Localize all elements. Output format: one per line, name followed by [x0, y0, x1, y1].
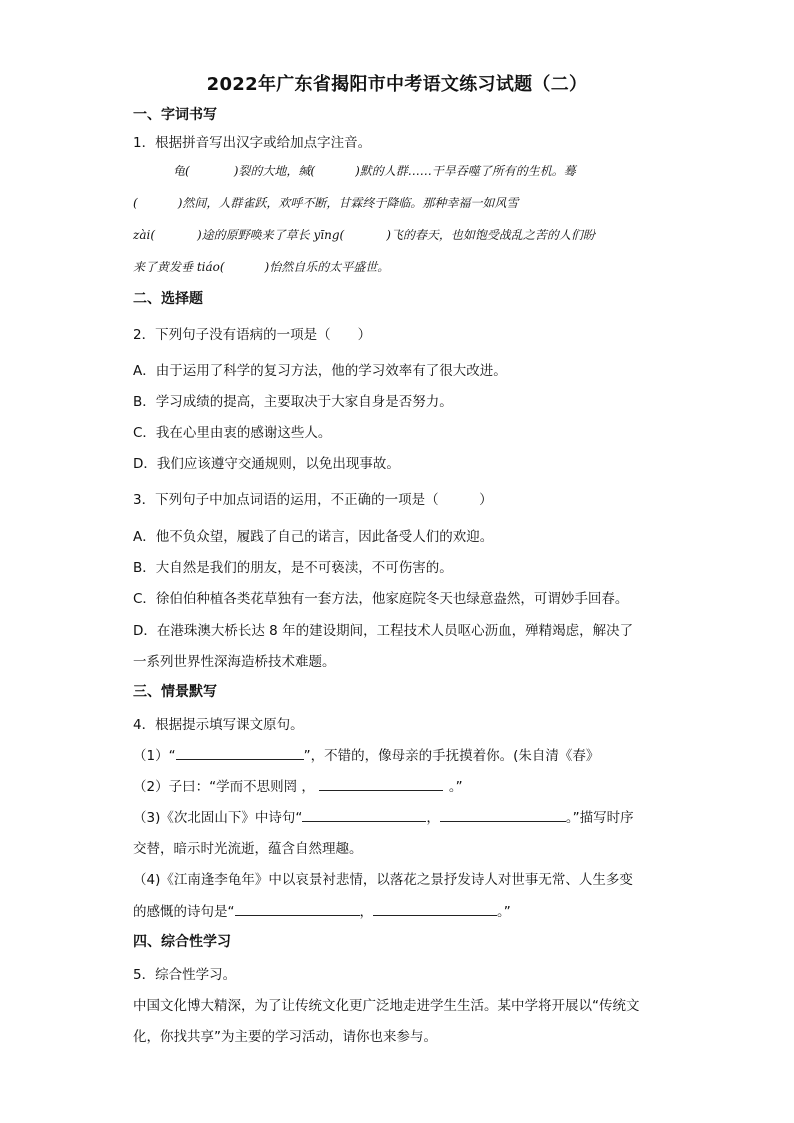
- q4-item-3-cont: 交替，暗示时光流逝，蕴含自然理趣。: [133, 841, 363, 857]
- q4-text: （1）“: [133, 748, 176, 764]
- answer-blank[interactable]: [176, 747, 304, 760]
- q3-option-d-line-1: D．在港珠澳大桥长达 8 年的建设期间，工程技术人员呕心沥血，殚精竭虑，解决了: [133, 623, 634, 639]
- q1-text: )怡然自乐的太平盛世。: [264, 260, 390, 274]
- q1-text: )默的人群……干旱吞噬了所有的生机。蓦: [355, 164, 576, 178]
- q4-text: 的感慨的诗句是“: [133, 904, 235, 920]
- q1-text: (: [133, 196, 138, 210]
- question-1-stem: 1．根据拼音写出汉字或给加点字注音。: [133, 135, 372, 151]
- q1-text: )飞的春天，也如饱受战乱之苦的人们盼: [386, 228, 595, 242]
- q3-option-c: C．徐伯伯种植各类花草独有一套方法，他家庭院冬天也绿意盎然，可谓妙手回春。: [133, 591, 629, 607]
- section-heading-2: 二、选择题: [133, 291, 203, 307]
- answer-blank[interactable]: [235, 903, 360, 916]
- answer-blank[interactable]: [440, 809, 566, 822]
- q4-item-2: [133, 775, 463, 795]
- q4-text: 。”描写时序: [565, 810, 634, 826]
- q5-paragraph-line-1: 中国文化博大精深，为了让传统文化更广泛地走进学生生活。某中学将开展以“传统文: [133, 998, 640, 1014]
- q4-item-3: [133, 806, 634, 826]
- q2-option-a: A．由于运用了科学的复习方法，他的学习效率有了很大改进。: [133, 363, 507, 379]
- q1-text: 龟(: [173, 164, 190, 178]
- q2-option-c: C．我在心里由衷的感谢这些人。: [133, 425, 332, 441]
- q3-option-a: A．他不负众望，履践了自己的诺言，因此备受人们的欢迎。: [133, 529, 494, 545]
- question-3-stem: 3．下列句子中加点词语的运用，不正确的一项是（ ）: [133, 492, 493, 508]
- q1-passage-line-1: [173, 162, 576, 179]
- q4-text: 。”: [497, 904, 511, 920]
- section-heading-4: 四、综合性学习: [133, 934, 231, 950]
- q1-passage-line-3: [133, 226, 595, 243]
- q1-text: )然间，人群雀跃，欢呼不断，甘霖终于降临。那种幸福一如风雪: [177, 196, 519, 210]
- q4-text: ”，不错的，像母亲的手抚摸着你。(朱自清《春》: [303, 748, 600, 764]
- question-2-stem: 2．下列句子没有语病的一项是（ ）: [133, 327, 372, 343]
- question-5-stem: 5．综合性学习。: [133, 967, 237, 983]
- q4-text: （2）子曰：“学而不思则罔 ，: [133, 779, 315, 795]
- answer-blank[interactable]: [373, 903, 497, 916]
- q1-text: 来了黄发垂 tiáo(: [133, 260, 225, 274]
- section-heading-3: 三、情景默写: [133, 684, 217, 700]
- section-heading-1: 一、字词书写: [133, 107, 217, 123]
- q4-item-4: （4)《江南逢李龟年》中以哀景衬悲情，以落花之景抒发诗人对世事无常、人生多变: [133, 872, 633, 888]
- answer-blank[interactable]: [319, 778, 443, 791]
- q3-option-d-line-2: 一系列世界性深海造桥技术难题。: [133, 654, 336, 670]
- question-4-stem: 4．根据提示填写课文原句。: [133, 717, 304, 733]
- answer-blank[interactable]: [302, 809, 426, 822]
- q4-text: （3)《次北固山下》中诗句“: [133, 810, 303, 826]
- q1-text: zài(: [133, 228, 155, 242]
- q3-option-b: B．大自然是我们的朋友，是不可亵渎，不可伤害的。: [133, 560, 453, 576]
- q1-text: )裂的大地，缄(: [233, 164, 316, 178]
- q4-text: ，: [426, 810, 440, 826]
- q4-item-4-cont: [133, 900, 511, 920]
- q2-option-d: D．我们应该遵守交通规则，以免出现事故。: [133, 456, 400, 472]
- q4-item-1: [133, 744, 599, 764]
- page-title: 2022年广东省揭阳市中考语文练习试题（二）: [206, 74, 588, 95]
- q1-passage-line-4: [133, 258, 389, 275]
- q1-passage-line-2: [133, 194, 518, 211]
- q5-paragraph-line-2: 化，你找共享”为主要的学习活动，请你也来参与。: [133, 1029, 437, 1045]
- q2-option-b: B．学习成绩的提高，主要取决于大家自身是否努力。: [133, 394, 453, 410]
- q4-text: ，: [359, 904, 373, 920]
- q4-text: 。”: [448, 779, 463, 795]
- q1-text: )途的原野唤来了草长 yīng(: [197, 228, 345, 242]
